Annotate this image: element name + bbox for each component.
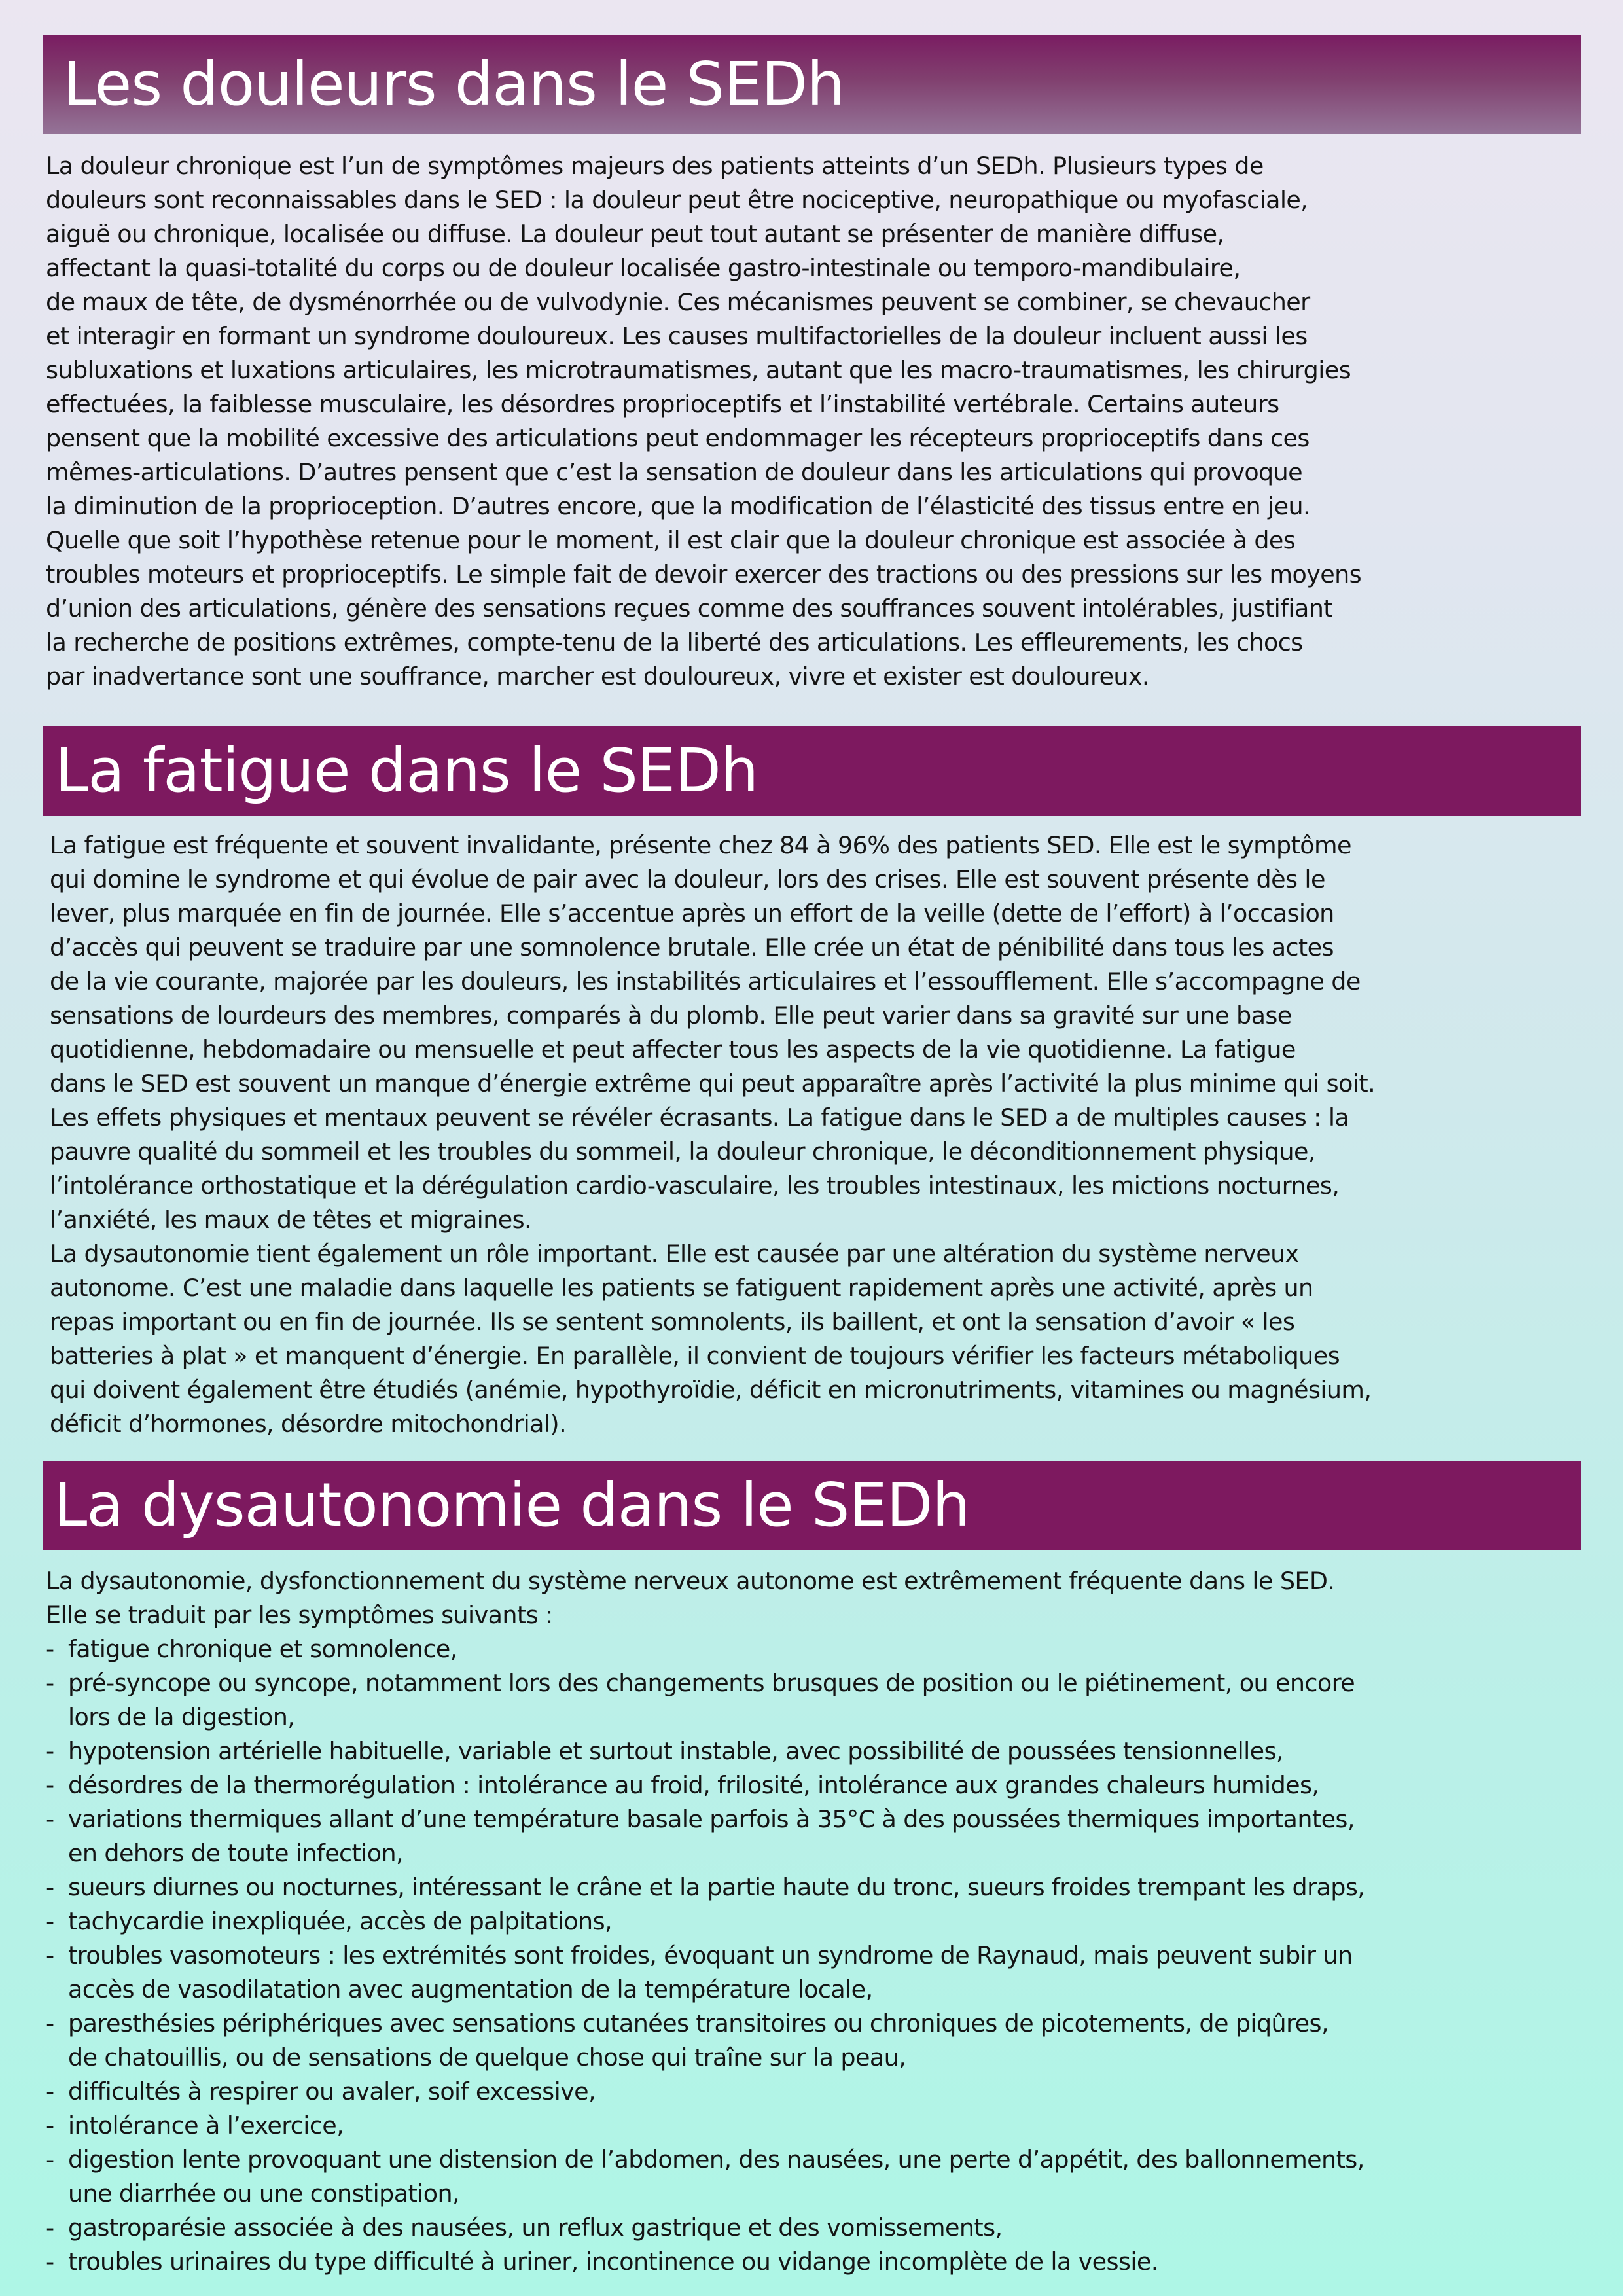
- text-line: Les effets physiques et mentaux peuvent se révéler écrasants. La fatigue dans le SED a de multiples causes : la: [50, 1103, 1349, 1132]
- text-line: qui doivent également être étudiés (anémie, hypothyroïdie, déficit en micronutriments, vitamines ou magnésium,: [50, 1376, 1372, 1404]
- text-line: aiguë ou chronique, localisée ou diffuse. La douleur peut tout autant se présenter de manière diffuse,: [46, 220, 1224, 248]
- list-item: [46, 2109, 1584, 2143]
- section-body-douleurs: [46, 149, 1584, 694]
- list-item: [46, 2143, 1584, 2211]
- list-item: [46, 1632, 1584, 1666]
- list-item-line: - intolérance à l’exercice,: [68, 2111, 344, 2140]
- list-item-line: accès de vasodilatation avec augmentation de la température locale,: [68, 1975, 873, 2003]
- list-item: [46, 2245, 1584, 2279]
- section-body-fatigue: [50, 829, 1588, 1441]
- list-item-line: - gastroparésie associée à des nausées, un reflux gastrique et des vomissements,: [68, 2214, 1003, 2242]
- text-line: de maux de tête, de dysménorrhée ou de vulvodynie. Ces mécanismes peuvent se combiner, se chevaucher: [46, 288, 1310, 316]
- list-item-line: - sueurs diurnes ou nocturnes, intéressant le crâne et la partie haute du tronc, sueurs froides trempant les draps,: [68, 1873, 1365, 1901]
- list-item: [46, 1768, 1584, 1803]
- text-line: douleurs sont reconnaissables dans le SED : la douleur peut être nociceptive, neuropathique ou myofasciale,: [46, 186, 1308, 214]
- text-line: Quelle que soit l’hypothèse retenue pour le moment, il est clair que la douleur chronique est associée à des: [46, 526, 1296, 554]
- text-line: la recherche de positions extrêmes, compte-tenu de la liberté des articulations. Les effleurements, les chocs: [46, 628, 1303, 656]
- text-line: qui domine le syndrome et qui évolue de pair avec la douleur, lors des crises. Elle est souvent présente dès le: [50, 865, 1325, 893]
- list-item-line: - pré-syncope ou syncope, notamment lors des changements brusques de position ou le piétinement, ou encore: [68, 1669, 1355, 1697]
- symptom-list: [46, 1632, 1584, 2279]
- section-body-dysautonomie: [46, 1564, 1584, 2279]
- text-line: lever, plus marquée en fin de journée. Elle s’accentue après un effort de la veille (dette de l’effort) à l’occasion: [50, 899, 1334, 927]
- text-line: déficit d’hormones, désordre mitochondrial).: [50, 1410, 567, 1438]
- list-item-line: - paresthésies périphériques avec sensations cutanées transitoires ou chroniques de picotements, de piqûres,: [68, 2009, 1329, 2037]
- text-line: affectant la quasi-totalité du corps ou de douleur localisée gastro-intestinale ou temporo-mandibulaire,: [46, 254, 1241, 282]
- text-line: batteries à plat » et manquent d’énergie. En parallèle, il convient de toujours vérifier les facteurs métaboliques: [50, 1342, 1340, 1370]
- text-line: La fatigue est fréquente et souvent invalidante, présente chez 84 à 96% des patients SED. Elle est le symptôme: [50, 831, 1351, 859]
- text-line: troubles moteurs et proprioceptifs. Le simple fait de devoir exercer des tractions ou des pressions sur les moyens: [46, 560, 1362, 588]
- text-line: l’intolérance orthostatique et la dérégulation cardio-vasculaire, les troubles intestinaux, les mictions nocturnes,: [50, 1172, 1340, 1200]
- text-line: mêmes-articulations. D’autres pensent que c’est la sensation de douleur dans les articulations qui provoque: [46, 458, 1303, 486]
- text-line: par inadvertance sont une souffrance, marcher est douloureux, vivre et exister est douloureux.: [46, 662, 1149, 691]
- text-line: effectuées, la faiblesse musculaire, les désordres proprioceptifs et l’instabilité vertébrale. Certains auteurs: [46, 390, 1279, 418]
- text-line: subluxations et luxations articulaires, les microtraumatismes, autant que les macro-traumatismes, les chirurgies: [46, 356, 1351, 384]
- list-item-line: - variations thermiques allant d’une température basale parfois à 35°C à des poussées thermiques importantes,: [68, 1805, 1355, 1833]
- text-line: sensations de lourdeurs des membres, comparés à du plomb. Elle peut varier dans sa gravité sur une base: [50, 1001, 1292, 1030]
- list-item-line: - digestion lente provoquant une distension de l’abdomen, des nausées, une perte d’appétit, des ballonnements,: [68, 2145, 1364, 2174]
- list-item-line: - difficultés à respirer ou avaler, soif excessive,: [68, 2077, 596, 2106]
- section-title-douleurs: Les douleurs dans le SEDh: [43, 35, 1581, 134]
- text-line: d’union des articulations, génère des sensations reçues comme des souffrances souvent intolérables, justifiant: [46, 594, 1332, 622]
- text-line: et interagir en formant un syndrome douloureux. Les causes multifactorielles de la douleur incluent aussi les: [46, 322, 1308, 350]
- text-line: de la vie courante, majorée par les douleurs, les instabilités articulaires et l’essoufflement. Elle s’accompagne de: [50, 967, 1361, 996]
- section-title-fatigue: La fatigue dans le SEDh: [43, 726, 1581, 816]
- list-item: [46, 1939, 1584, 2007]
- list-item-line: lors de la digestion,: [68, 1703, 295, 1731]
- text-line: La dysautonomie tient également un rôle important. Elle est causée par une altération du système nerveux: [50, 1240, 1299, 1268]
- list-item-line: - tachycardie inexpliquée, accès de palpitations,: [68, 1907, 613, 1935]
- section-title-dysautonomie: La dysautonomie dans le SEDh: [43, 1461, 1581, 1550]
- list-item: [46, 1871, 1584, 1905]
- text-line: d’accès qui peuvent se traduire par une somnolence brutale. Elle crée un état de pénibilité dans tous les actes: [50, 933, 1334, 961]
- text-line: La dysautonomie, dysfonctionnement du système nerveux autonome est extrêmement fréquente dans le SED.: [46, 1567, 1335, 1595]
- list-item: [46, 1734, 1584, 1768]
- list-item-line: - hypotension artérielle habituelle, variable et surtout instable, avec possibilité de poussées tensionnelles,: [68, 1737, 1283, 1765]
- list-item: [46, 1905, 1584, 1939]
- text-line: La douleur chronique est l’un de symptômes majeurs des patients atteints d’un SEDh. Plusieurs types de: [46, 152, 1264, 180]
- text-line: pensent que la mobilité excessive des articulations peut endommager les récepteurs proprioceptifs dans ces: [46, 424, 1310, 452]
- list-item-line: une diarrhée ou une constipation,: [68, 2179, 460, 2208]
- text-line: autonome. C’est une maladie dans laquelle les patients se fatiguent rapidement après une activité, après un: [50, 1274, 1313, 1302]
- text-line: pauvre qualité du sommeil et les troubles du sommeil, la douleur chronique, le déconditionnement physique,: [50, 1138, 1315, 1166]
- text-line: l’anxiété, les maux de têtes et migraines.: [50, 1206, 532, 1234]
- text-line: repas important ou en fin de journée. Ils se sentent somnolents, ils baillent, et ont la sensation d’avoir « les: [50, 1308, 1295, 1336]
- list-item: [46, 2007, 1584, 2075]
- list-item: [46, 2211, 1584, 2245]
- text-line: quotidienne, hebdomadaire ou mensuelle et peut affecter tous les aspects de la vie quotidienne. La fatigue: [50, 1035, 1296, 1064]
- list-item-line: - troubles vasomoteurs : les extrémités sont froides, évoquant un syndrome de Raynaud, mais peuvent subir un: [68, 1941, 1353, 1969]
- text-line: Elle se traduit par les symptômes suivants :: [46, 1601, 553, 1629]
- list-item-line: en dehors de toute infection,: [68, 1839, 404, 1867]
- list-item: [46, 1666, 1584, 1734]
- list-item-line: - désordres de la thermorégulation : intolérance au froid, frilosité, intolérance aux grandes chaleurs humides,: [68, 1771, 1319, 1799]
- list-item: [46, 1803, 1584, 1871]
- list-item-line: - fatigue chronique et somnolence,: [68, 1635, 457, 1663]
- list-item-line: - troubles urinaires du type difficulté à uriner, incontinence ou vidange incomplète de la vessie.: [68, 2248, 1158, 2276]
- text-line: dans le SED est souvent un manque d’énergie extrême qui peut apparaître après l’activité la plus minime qui soit.: [50, 1069, 1376, 1098]
- list-item-line: de chatouillis, ou de sensations de quelque chose qui traîne sur la peau,: [68, 2043, 906, 2072]
- text-line: la diminution de la proprioception. D’autres encore, que la modification de l’élasticité des tissus entre en jeu.: [46, 492, 1311, 520]
- list-item: [46, 2075, 1584, 2109]
